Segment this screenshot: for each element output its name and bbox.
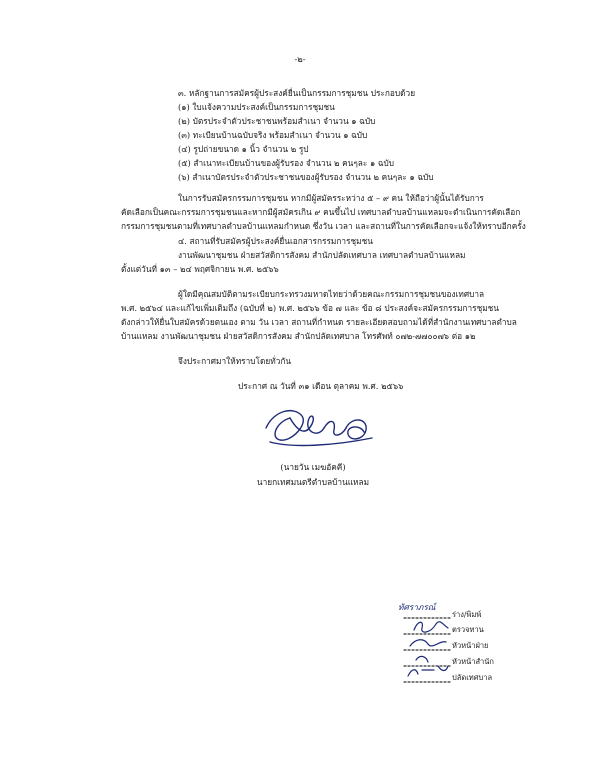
application-location: งานพัฒนาชุมชน ฝ่ายสวัสดิการสังคม สำนักปลัดเทศบาล เทศบาลตำบลบ้านแหลม [178, 250, 466, 260]
paragraph-line: คัดเลือกเป็นคณะกรรมการชุมชนและหากมีผู้สมัครเกิน ๙ คนขึ้นไป เทศบาลตำบลบ้านแหลมจะดำเนินการคัดเลือก [121, 207, 521, 217]
page-number: -๒- [294, 54, 306, 64]
paragraph-line: ผู้ใดมีคุณสมบัติตามระเบียบกระทรวงมหาดไทยว่าด้วยคณะกรรมการชุมชนของเทศบาล [178, 289, 485, 299]
signature [252, 398, 382, 458]
section-3-heading: ๓. หลักฐานการสมัครผู้ประสงค์ยื่นเป็นกรรมการชุมชน ประกอบด้วย [178, 88, 416, 98]
list-item: (๕) สำเนาทะเบียนบ้านของผู้รับรอง จำนวน ๒ คนๆละ ๑ ฉบับ [178, 158, 395, 168]
list-item: (๔) รูปถ่ายขนาด ๑ นิ้ว จำนวน ๒ รูป [178, 144, 309, 154]
application-period: ตั้งแต่วันที่ ๑๓ – ๒๔ พฤศจิกายน พ.ศ. ๒๕๖๖ [121, 264, 279, 274]
paragraph-line: พ.ศ. ๒๕๖๔ และแก้ไขเพิ่มเติมถึง (ฉบับที่ ๒) พ.ศ. ๒๕๖๖ ข้อ ๗ และ ข้อ ๘ ประสงค์จะสมัครกรรมการชุมชน [121, 303, 499, 313]
date-line: ประกาศ ณ วันที่ ๓๑ เดือน ตุลาคม พ.ศ. ๒๕๖๖ [238, 381, 404, 391]
paragraph-line: ดังกล่าวให้ยื่นใบสมัครด้วยตนเอง ตาม วัน เวลา สถานที่กำหนด รายละเอียดสอบถามได้ที่สำนักงานเทศบาลตำบล [121, 317, 517, 327]
paragraph-line: ในการรับสมัครกรรมการชุมชน หากมีผู้สมัครระหว่าง ๕ – ๙ คน ให้ถือว่าผู้นั้นได้รับการ [178, 193, 484, 203]
routing-label-deputy: ปลัดเทศบาล [452, 673, 493, 682]
signatory-name: (นายวัน เมฆอัคคี) [280, 462, 346, 472]
paragraph-line: บ้านแหลม งานพัฒนาชุมชน ฝ่ายสวัสดิการสังคม สำนักปลัดเทศบาล โทรศัพท์ ๐๗๒-๗๗๐๐๗๖ ต่อ ๑๒ [121, 331, 476, 341]
section-4-heading: ๔. สถานที่รับสมัครผู้ประสงค์ยื่นเอกสารกรรมการชุมชน [178, 236, 373, 246]
paragraph-line: กรรมการชุมชนตามที่เทศบาลตำบลบ้านแหลมกำหนด ซึ่งวัน เวลา และสถานที่ในการคัดเลือกจะแจ้งให้ทราบอีกครั้ง [121, 221, 526, 231]
routing-label-section-head: หัวหน้าฝ่าย [452, 641, 489, 650]
signatory-title: นายกเทศมนตรีตำบลบ้านแหลม [256, 477, 370, 487]
announcement-line: จึงประกาศมาให้ทราบโดยทั่วกัน [178, 356, 292, 366]
list-item: (๖) สำเนาบัตรประจำตัวประชาชนของผู้รับรอง จำนวน ๒ คนๆละ ๑ ฉบับ [178, 172, 434, 182]
routing-label-checked: ตรวจทาน [452, 625, 484, 634]
typist-name: ทัศราภรณ์ [398, 602, 436, 612]
routing-label-office-head: หัวหน้าสำนัก [452, 657, 494, 666]
list-item: (๒) บัตรประจำตัวประชาชนพร้อมสำเนา จำนวน ๑ ฉบับ [178, 116, 376, 126]
list-item: (๓) ทะเบียนบ้านฉบับจริง พร้อมสำเนา จำนวน ๑ ฉบับ [178, 130, 368, 140]
routing-initials [400, 604, 460, 684]
list-item: (๑) ใบแจ้งความประสงค์เป็นกรรมการชุมชน [178, 102, 335, 112]
routing-label-typed: ร่าง/พิมพ์ [452, 610, 482, 619]
